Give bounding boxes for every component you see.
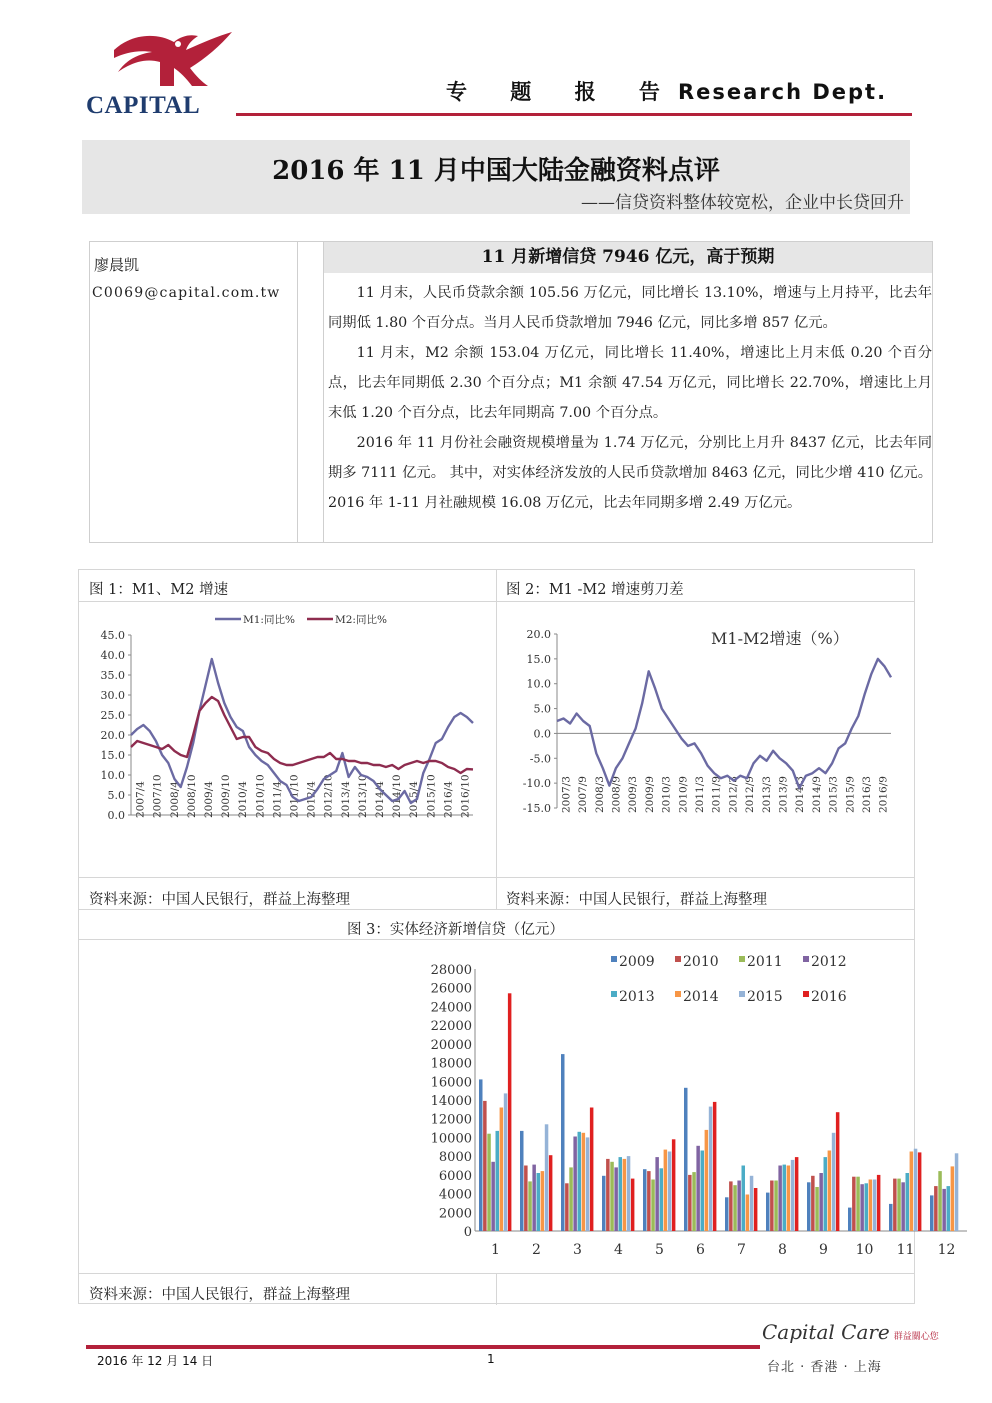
x-tick-label: 2012/3 <box>727 776 740 813</box>
legend-swatch <box>739 991 745 997</box>
bar <box>528 1181 532 1231</box>
bar <box>938 1171 942 1231</box>
bar <box>918 1152 922 1231</box>
y-tick-label: -5.0 <box>529 752 551 766</box>
bar <box>573 1137 577 1232</box>
footer-brand <box>762 1320 939 1344</box>
section-body <box>328 278 932 518</box>
grid-divider <box>496 570 497 910</box>
bar <box>619 1157 623 1231</box>
footer-date: 2016 年 12 月 14 日 <box>97 1354 214 1368</box>
x-tick-label: 2016/4 <box>442 781 455 818</box>
y-tick-label: 16000 <box>430 1075 472 1091</box>
y-tick-label: 45.0 <box>100 629 125 642</box>
y-tick-label: 30.0 <box>100 689 125 702</box>
grid-divider <box>79 601 914 602</box>
legend-label: 2016 <box>811 989 847 1005</box>
spacer-cell <box>298 242 324 542</box>
x-tick-label: 2016/9 <box>877 776 890 813</box>
x-tick-label: 2016/10 <box>459 774 472 818</box>
series-line <box>131 697 473 773</box>
bar <box>914 1149 918 1231</box>
bar <box>746 1195 750 1232</box>
brand-slogan: 群益關心您 <box>893 1332 939 1342</box>
legend-label: 2014 <box>683 989 719 1005</box>
bar <box>487 1134 491 1231</box>
x-tick-label: 3 <box>573 1242 582 1258</box>
bar <box>586 1137 590 1231</box>
x-tick-label: 2014/3 <box>794 776 807 813</box>
x-tick-label: 2011/9 <box>710 776 723 813</box>
bar <box>614 1167 618 1231</box>
footer-cities: 台北 · 香港 · 上海 <box>767 1360 882 1375</box>
title-box <box>82 140 910 214</box>
y-tick-label: 4000 <box>438 1187 472 1203</box>
bar <box>951 1166 955 1231</box>
bar <box>483 1101 487 1231</box>
bar <box>836 1112 840 1231</box>
bar <box>852 1177 856 1231</box>
fig2-source: 资料来源：中国人民银行，群益上海整理 <box>506 892 767 908</box>
legend-label: M2:同比% <box>335 614 387 626</box>
y-tick-label: 35.0 <box>100 669 125 682</box>
bar <box>774 1181 778 1232</box>
y-tick-label: 20.0 <box>526 628 551 641</box>
y-tick-label: 26000 <box>430 981 472 997</box>
bar <box>770 1181 774 1232</box>
bar <box>729 1181 733 1231</box>
x-tick-label: 5 <box>655 1242 664 1258</box>
x-tick-label: 2010/10 <box>254 774 267 818</box>
x-tick-label: 2009/3 <box>627 776 640 813</box>
bar <box>901 1182 905 1231</box>
page-number: 1 <box>487 1352 495 1366</box>
y-tick-label: 8000 <box>438 1150 472 1166</box>
bar <box>930 1195 934 1231</box>
bar <box>643 1169 647 1231</box>
y-tick-label: 15.0 <box>526 652 551 666</box>
y-tick-label: -10.0 <box>522 777 551 791</box>
y-tick-label: 28000 <box>430 963 472 978</box>
series-line <box>557 659 891 788</box>
x-tick-label: 2007/4 <box>134 781 147 818</box>
x-tick-label: 2014/10 <box>391 774 404 818</box>
bar <box>692 1172 696 1231</box>
bar <box>955 1153 959 1231</box>
x-tick-label: 2010/3 <box>660 776 673 813</box>
grid-divider <box>496 1273 497 1305</box>
x-tick-label: 2009/4 <box>202 781 215 818</box>
x-tick-label: 2013/3 <box>760 776 773 813</box>
author-cell <box>90 242 298 542</box>
x-tick-label: 2008/3 <box>593 776 606 813</box>
y-tick-label: -15.0 <box>522 802 551 815</box>
y-tick-label: 20.0 <box>100 729 125 742</box>
bar <box>541 1171 545 1231</box>
y-tick-label: 22000 <box>430 1019 472 1035</box>
bar <box>811 1176 815 1231</box>
y-tick-label: 25.0 <box>100 709 125 722</box>
header-divider <box>236 113 912 116</box>
bar <box>778 1166 782 1232</box>
bar <box>791 1160 795 1231</box>
bar <box>561 1054 565 1231</box>
bar <box>725 1197 729 1231</box>
footer-divider <box>86 1345 760 1349</box>
x-tick-label: 2013/4 <box>339 781 352 818</box>
x-tick-label: 2009/10 <box>220 774 233 818</box>
bar <box>893 1179 897 1231</box>
fig3-source: 资料来源：中国人民银行，群益上海整理 <box>89 1287 350 1303</box>
bar <box>705 1130 709 1231</box>
bar <box>754 1188 758 1231</box>
x-tick-label: 2013/9 <box>777 776 790 813</box>
bar <box>783 1165 787 1231</box>
bar <box>733 1185 737 1231</box>
bar <box>787 1166 791 1232</box>
x-tick-label: 2007/10 <box>151 774 164 818</box>
paragraph: 11 月末，人民币贷款余额 105.56 万亿元，同比增长 13.10%，增速与上月持平，比去年同期低 1.80 个百分点。当月人民币贷款增加 7946 亿元，同比多增 857 亿元。 <box>328 285 932 331</box>
x-tick-label: 2009/9 <box>643 776 656 813</box>
y-tick-label: 14000 <box>430 1094 472 1109</box>
paragraph: 11 月末，M2 余额 153.04 万亿元，同比增长 11.40%，增速比上月末低 0.20 个百分点，比去年同期低 2.30 个百分点；M1 余额 47.54 万亿元，同比增长 22.70%，增速比上月末低 1.20 个百分点，比去年同期高 7.00 个百分点。 <box>328 345 932 421</box>
y-tick-label: 5.0 <box>107 789 125 802</box>
x-tick-label: 2008/9 <box>610 776 623 813</box>
bar <box>860 1184 864 1231</box>
bar <box>602 1176 606 1231</box>
bar <box>856 1177 860 1231</box>
figures-grid <box>78 569 956 1304</box>
bar <box>815 1187 819 1231</box>
report-type: 专 题 报 告 <box>446 80 678 104</box>
bar <box>910 1152 914 1232</box>
x-tick-label: 2011/4 <box>271 781 284 818</box>
new-credit-bar-chart <box>349 942 956 1270</box>
paragraph: 2016 年 11 月份社会融资规模增量为 1.74 万亿元，分别比上月升 8437 亿元，比去年同期多 7111 亿元。 其中，对实体经济发放的人民币贷款增加 8463 亿元，同比少增 410 亿元。2016 年 1-11 月社融规模 16.08 万亿元，比去年同期多增 2.49 万亿元。 <box>328 435 932 511</box>
section-heading: 11 月新增信贷 7946 亿元，高于预期 <box>324 242 932 273</box>
x-tick-label: 2015/10 <box>425 774 438 818</box>
legend-label: 2012 <box>811 954 847 970</box>
bar <box>934 1186 938 1231</box>
x-tick-label: 2012/10 <box>322 774 335 818</box>
legend-label: 2010 <box>683 954 719 970</box>
bar <box>508 993 512 1231</box>
grid-divider <box>79 877 914 878</box>
y-tick-label: 10.0 <box>100 769 125 782</box>
bar <box>873 1180 877 1232</box>
bar <box>524 1166 528 1232</box>
bar <box>627 1156 631 1231</box>
bar <box>737 1181 741 1232</box>
legend-label: 2015 <box>747 989 783 1005</box>
dept-name: Research Dept. <box>677 80 888 104</box>
x-tick-label: 2011/10 <box>288 774 301 818</box>
bar <box>865 1183 869 1231</box>
x-tick-label: 4 <box>614 1242 623 1258</box>
page-subtitle: ——信贷资料整体较宽松，企业中长贷回升 <box>581 193 904 213</box>
bar <box>504 1093 508 1231</box>
bar <box>631 1179 635 1231</box>
bar <box>709 1107 713 1231</box>
logo-text: CAPITAL <box>86 92 201 119</box>
legend-swatch <box>803 956 809 962</box>
legend-label: 2011 <box>747 954 783 970</box>
author-name: 廖晨凯 <box>94 256 140 274</box>
bar <box>750 1176 754 1231</box>
bar <box>664 1150 668 1231</box>
grid-divider <box>79 909 914 910</box>
x-tick-label: 2010/9 <box>677 776 690 813</box>
bar <box>520 1131 524 1231</box>
y-tick-label: 5.0 <box>533 702 551 716</box>
y-tick-label: 40.0 <box>100 649 125 662</box>
bar <box>647 1171 651 1231</box>
x-tick-label: 2014/4 <box>373 781 386 818</box>
bar <box>684 1088 688 1231</box>
legend-label: M1:同比% <box>243 614 295 626</box>
x-tick-label: 6 <box>696 1242 705 1258</box>
brand-name: Capital Care <box>762 1320 890 1344</box>
author-email[interactable]: C0069@capital.com.tw <box>92 285 281 301</box>
grid-divider <box>79 939 914 940</box>
bar <box>848 1208 852 1231</box>
x-tick-label: 2010/4 <box>237 781 250 818</box>
x-tick-label: 2008/10 <box>185 774 198 818</box>
bar <box>824 1157 828 1231</box>
y-tick-label: 10000 <box>430 1131 472 1147</box>
bar <box>496 1131 500 1231</box>
fig1-source: 资料来源：中国人民银行，群益上海整理 <box>89 892 350 908</box>
y-tick-label: 10.0 <box>526 677 551 691</box>
bar <box>947 1186 951 1231</box>
y-tick-label: 20000 <box>430 1037 472 1053</box>
bar <box>565 1183 569 1231</box>
bar <box>610 1162 614 1231</box>
x-tick-label: 2008/4 <box>168 781 181 818</box>
bar <box>819 1173 823 1231</box>
bar <box>479 1079 483 1231</box>
bar <box>795 1157 799 1231</box>
bar <box>537 1173 541 1231</box>
series-line <box>131 659 473 803</box>
y-tick-label: 24000 <box>430 1000 472 1016</box>
legend-swatch <box>675 991 681 997</box>
x-tick-label: 11 <box>896 1242 915 1258</box>
x-tick-label: 2015/4 <box>408 781 421 818</box>
bar <box>623 1159 627 1231</box>
page-title: 2016 年 11 月中国大陆金融资料点评 <box>272 156 720 186</box>
m1-m2-spread-chart <box>499 604 913 876</box>
x-tick-label: 2013/10 <box>356 774 369 818</box>
bar <box>688 1175 692 1231</box>
x-tick-label: 9 <box>819 1242 828 1258</box>
bar <box>942 1189 946 1231</box>
bar <box>672 1139 676 1231</box>
x-tick-label: 10 <box>855 1242 874 1258</box>
bar <box>742 1166 746 1232</box>
fig2-title: 图 2：M1 -M2 增速剪刀差 <box>506 582 684 598</box>
legend-label: 2013 <box>619 989 655 1005</box>
y-tick-label: 0 <box>463 1225 472 1240</box>
m1-m2-growth-chart <box>81 604 493 876</box>
bar <box>545 1124 549 1231</box>
y-tick-label: 0.0 <box>533 727 551 741</box>
bar <box>828 1151 832 1232</box>
x-tick-label: 12 <box>937 1242 956 1258</box>
x-tick-label: 2007/9 <box>577 776 590 813</box>
bar <box>713 1102 717 1231</box>
legend-swatch <box>803 991 809 997</box>
bar <box>606 1159 610 1231</box>
y-tick-label: 2000 <box>438 1206 472 1222</box>
bar <box>832 1133 836 1231</box>
bar <box>491 1162 495 1231</box>
legend-label: 2009 <box>619 954 655 970</box>
bar <box>766 1193 770 1231</box>
bar <box>807 1182 811 1231</box>
x-tick-label: 2015/9 <box>844 776 857 813</box>
x-tick-label: 7 <box>737 1242 746 1258</box>
bar <box>582 1133 586 1231</box>
bar <box>569 1167 573 1231</box>
fig3-title: 图 3：实体经济新增信贷（亿元） <box>347 922 564 938</box>
bar <box>549 1155 553 1231</box>
y-tick-label: 18000 <box>430 1056 472 1072</box>
bar <box>696 1146 700 1231</box>
legend-swatch <box>739 956 745 962</box>
bar <box>532 1165 536 1231</box>
bar <box>500 1108 504 1232</box>
x-tick-label: 2014/9 <box>810 776 823 813</box>
y-tick-label: 0.0 <box>107 809 125 822</box>
bar <box>889 1204 893 1231</box>
x-tick-label: 2015/3 <box>827 776 840 813</box>
bar <box>869 1180 873 1232</box>
bar <box>590 1108 594 1232</box>
x-tick-label: 2007/3 <box>560 776 573 813</box>
legend-swatch <box>611 991 617 997</box>
info-table <box>89 241 933 543</box>
bar <box>897 1179 901 1231</box>
x-tick-label: 8 <box>778 1242 787 1258</box>
x-tick-label: 2 <box>532 1242 541 1258</box>
bar <box>701 1151 705 1232</box>
bar <box>578 1132 582 1231</box>
bar <box>651 1180 655 1232</box>
x-tick-label: 1 <box>491 1242 500 1258</box>
bar <box>877 1175 881 1231</box>
y-tick-label: 15.0 <box>100 749 125 762</box>
header-title <box>446 76 887 106</box>
x-tick-label: 2016/3 <box>860 776 873 813</box>
x-tick-label: 2011/3 <box>693 776 706 813</box>
bar <box>906 1173 910 1231</box>
fig1-title: 图 1：M1、M2 增速 <box>89 582 229 598</box>
y-tick-label: 6000 <box>438 1168 472 1184</box>
legend-swatch <box>675 956 681 962</box>
chart-title: M1-M2增速（%） <box>711 629 849 648</box>
x-tick-label: 2012/9 <box>744 776 757 813</box>
legend-swatch <box>611 956 617 962</box>
y-tick-label: 12000 <box>430 1112 472 1128</box>
bar <box>660 1168 664 1231</box>
bar <box>668 1152 672 1232</box>
bar <box>655 1157 659 1231</box>
x-tick-label: 2012/4 <box>305 781 318 818</box>
